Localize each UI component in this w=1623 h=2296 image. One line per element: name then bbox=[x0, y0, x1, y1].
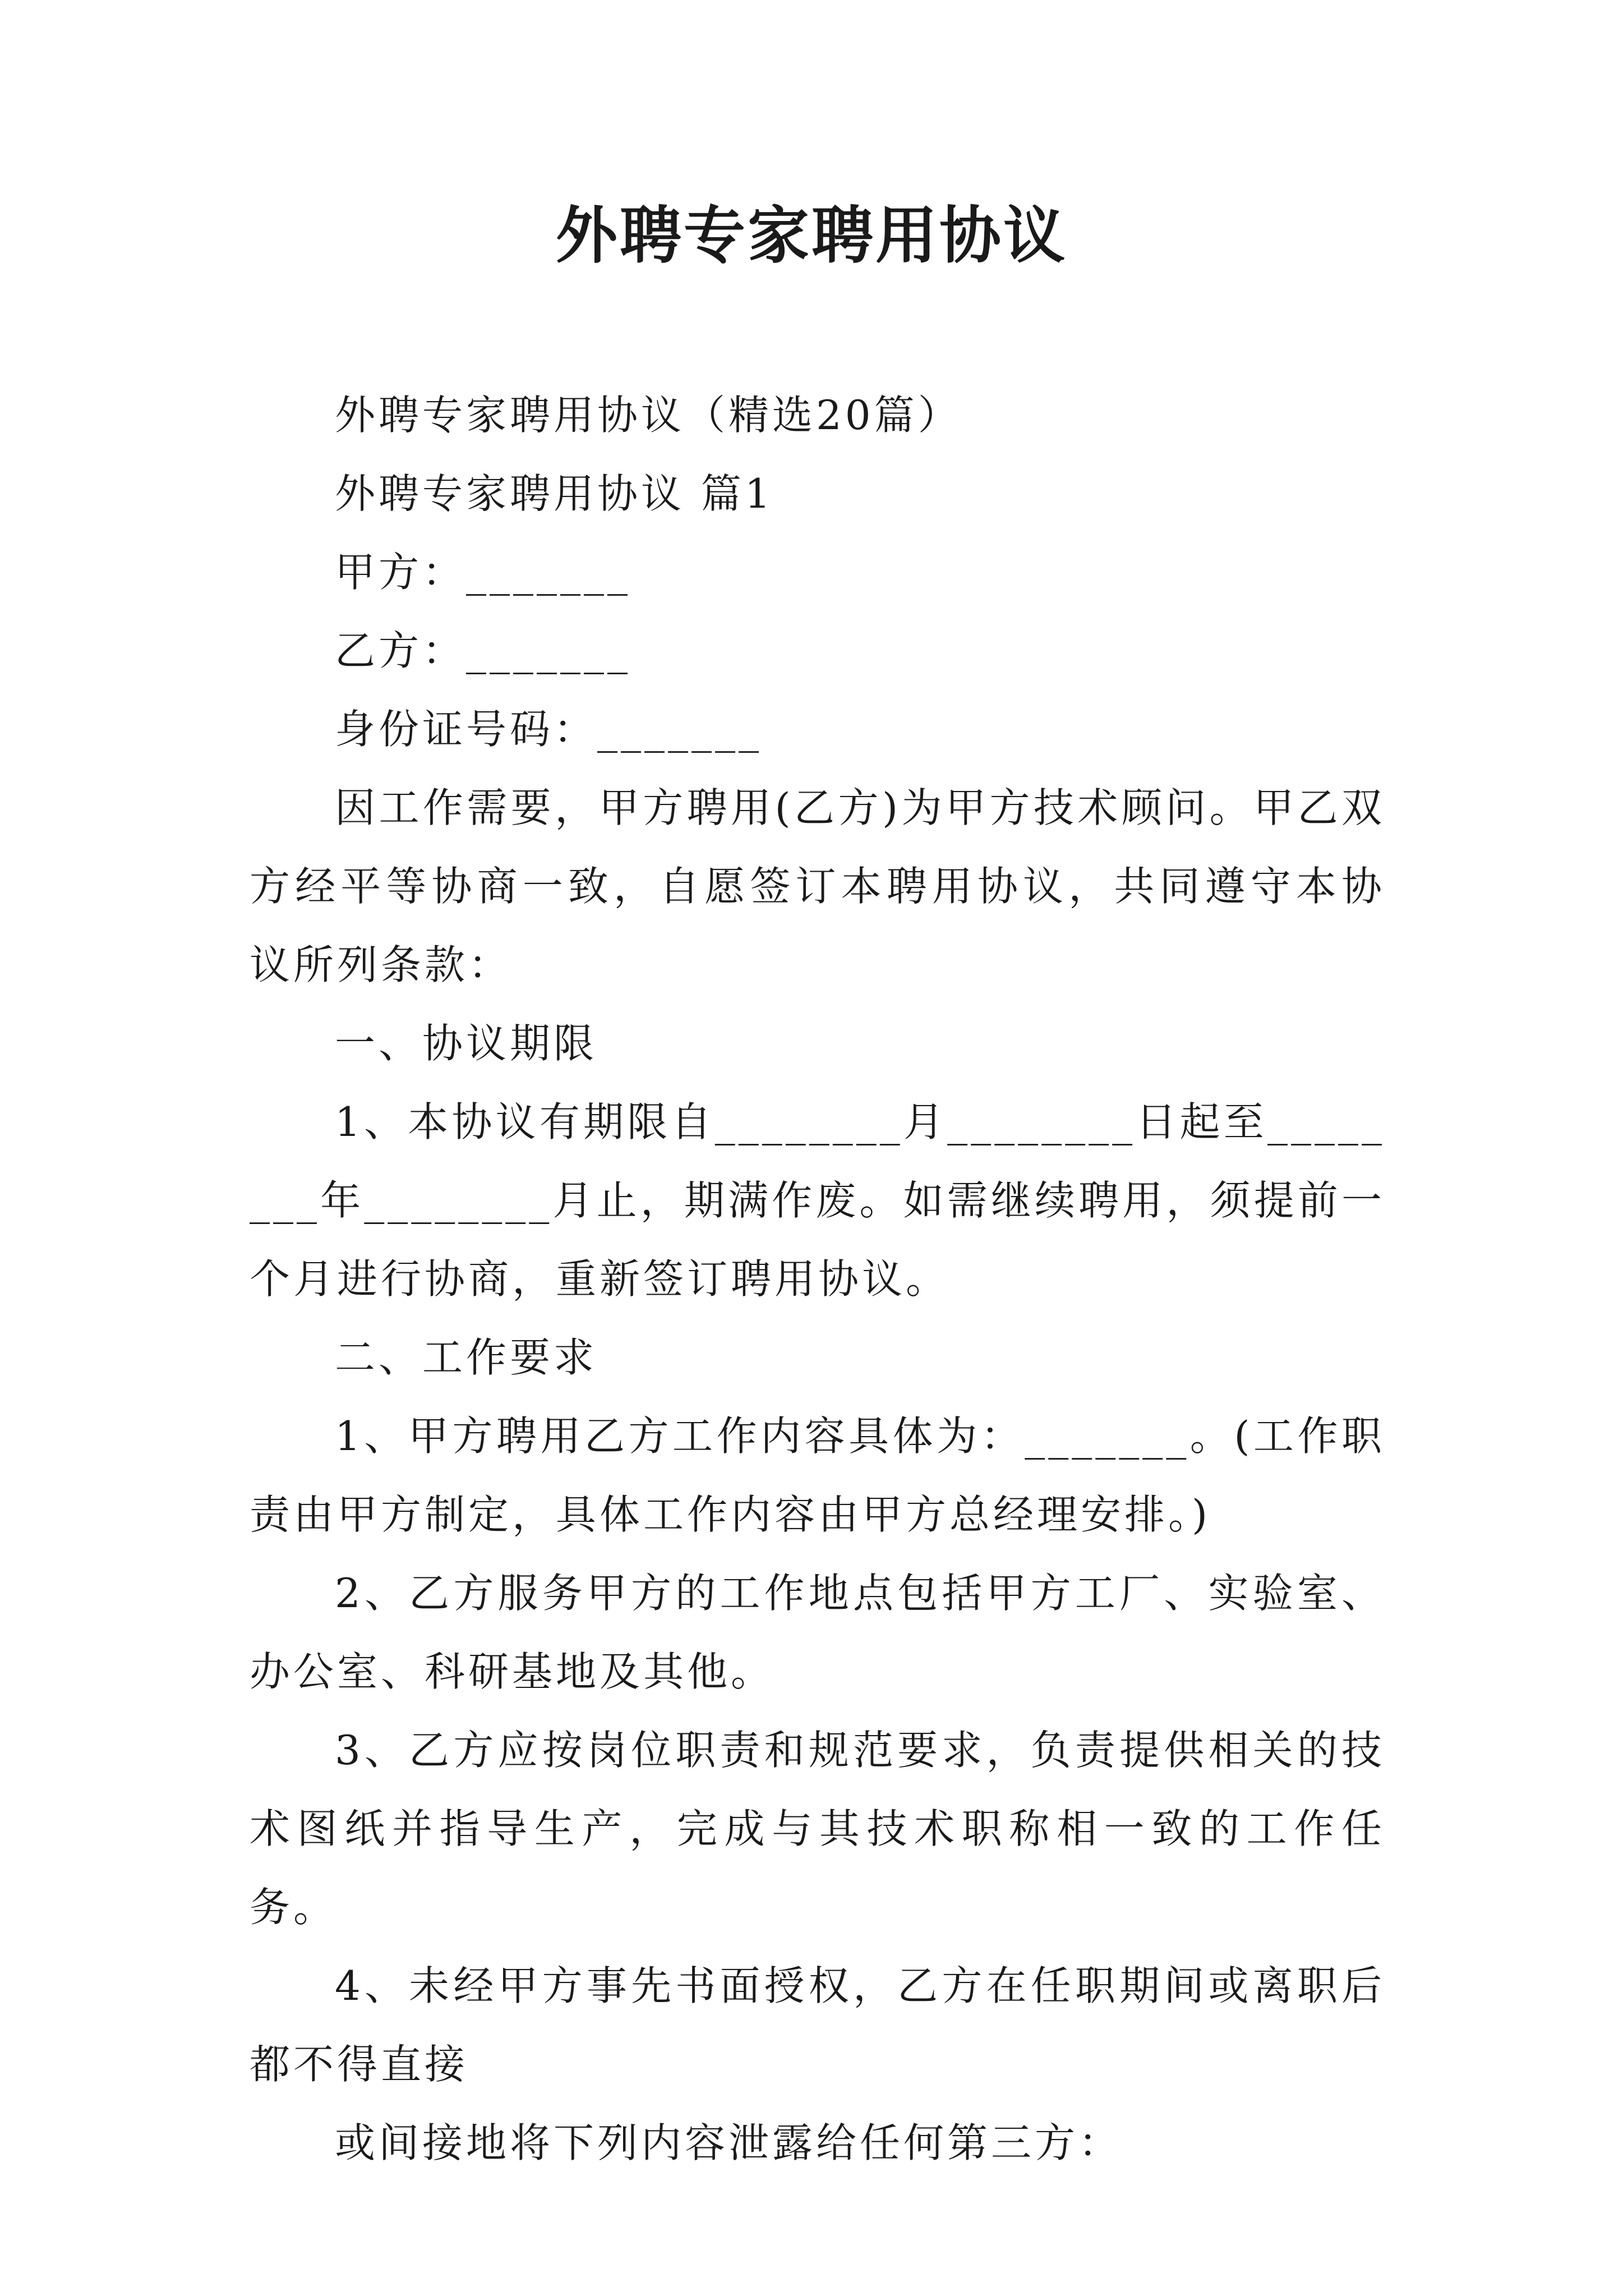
paragraph-work-clause-3: 3、乙方应按岗位职责和规范要求，负责提供相关的技术图纸并指导生产，完成与其技术职称相一致的工作任务。 bbox=[250, 1727, 1385, 1931]
paragraph-id-number: 身份证号码：_______ bbox=[335, 706, 763, 753]
document-title: 外聘专家聘用协议 bbox=[556, 199, 1067, 272]
paragraph-work-clause-2: 2、乙方服务甲方的工作地点包括甲方工厂、实验室、办公室、科研基地及其他。 bbox=[250, 1570, 1385, 1695]
paragraph-section-heading: 外聘专家聘用协议 篇1 bbox=[335, 470, 774, 517]
paragraph-work-clause-1: 1、甲方聘用乙方工作内容具体为：_______。(工作职责由甲方制定，具体工作内容由甲方总经理安排。) bbox=[250, 1412, 1385, 1538]
paragraph-party-a: 甲方：_______ bbox=[335, 549, 631, 596]
paragraph-work-clause-4: 4、未经甲方事先书面授权，乙方在任职期间或离职后都不得直接 bbox=[250, 1962, 1385, 2088]
document-body bbox=[250, 376, 1385, 2182]
paragraph-party-b: 乙方：_______ bbox=[335, 627, 631, 674]
paragraph-preamble: 因工作需要，甲方聘用(乙方)为甲方技术顾问。甲乙双方经平等协商一致，自愿签订本聘用协议，共同遵守本协议所列条款： bbox=[250, 784, 1385, 988]
paragraph-heading-term: 一、协议期限 bbox=[335, 1020, 598, 1067]
paragraph-work-clause-4-continued: 或间接地将下列内容泄露给任何第三方： bbox=[335, 2119, 1123, 2166]
paragraph-term-clause-1: 1、本协议有期限自________月________日起至________年________月止，期满作废。如需继续聘用，须提前一个月进行协商，重新签订聘用协议。 bbox=[250, 1098, 1385, 1303]
paragraph-subtitle: 外聘专家聘用协议（精选20篇） bbox=[335, 392, 962, 439]
paragraph-heading-work-requirements: 二、工作要求 bbox=[335, 1334, 598, 1381]
